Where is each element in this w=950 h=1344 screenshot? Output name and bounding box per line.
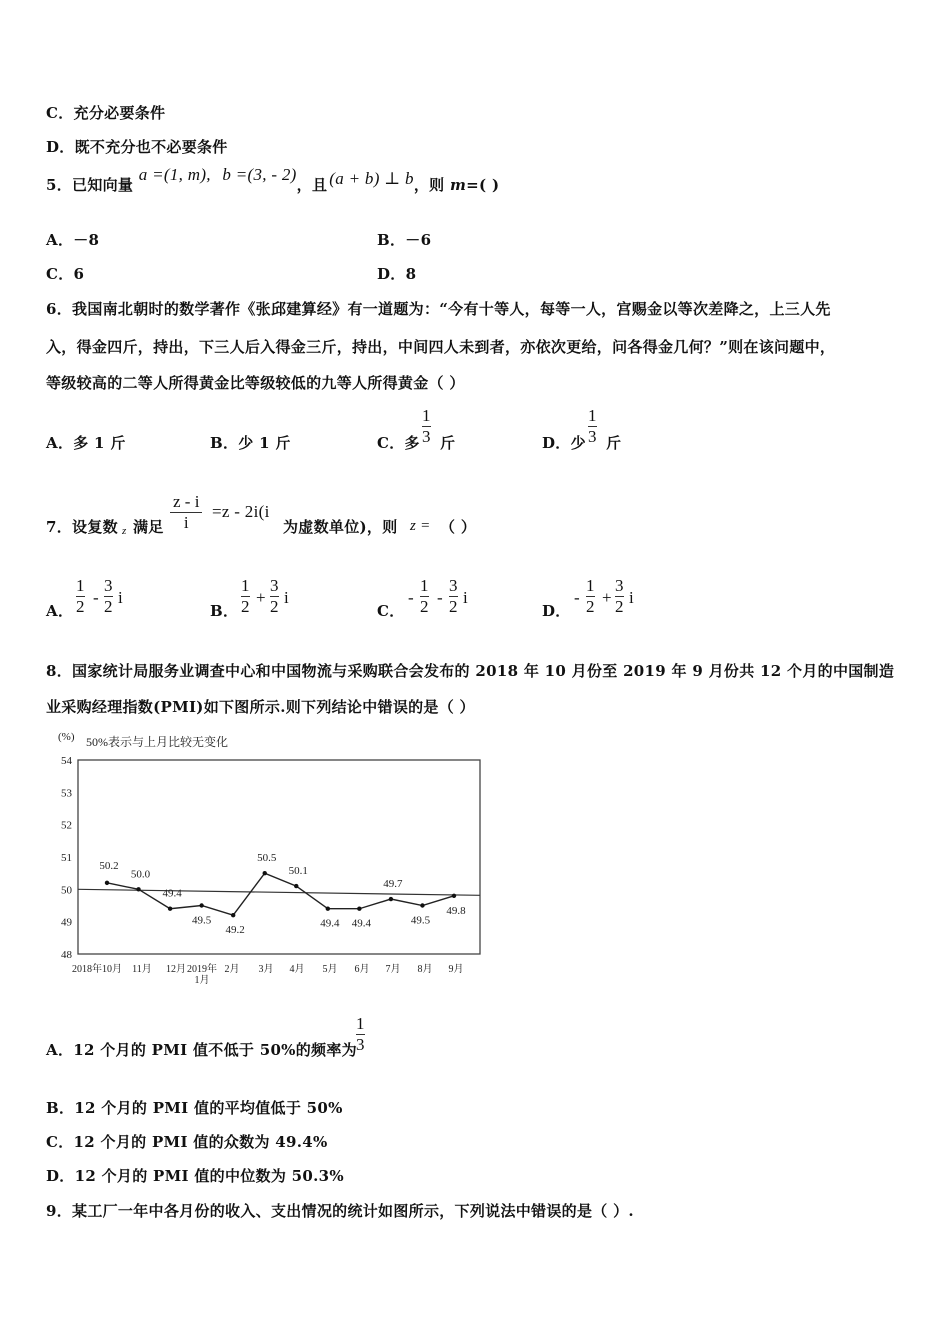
q7-fraction-den: i (170, 512, 202, 533)
y-tick-label: 52 (61, 819, 72, 832)
q7-option-b-label: B． (210, 602, 239, 620)
q8-stem-line1: 8．国家统计局服务业调查中心和中国物流与采购联合会发布的 2018 年 10 月份至 2019 年 9 月份共 12 个月的中国制造 (46, 662, 895, 680)
x-tick-label: 6月 (354, 964, 370, 975)
y-tick-label: 48 (61, 949, 72, 961)
data-point (199, 903, 203, 907)
x-tick-label: 5月 (322, 964, 338, 975)
data-point (326, 907, 330, 911)
q7-a-frac1: $\frac{1}{2}$ (76, 576, 85, 616)
q6-option-c-unit: 斤 (440, 434, 456, 452)
data-point (168, 907, 172, 911)
data-point (294, 884, 298, 888)
q6-option-d-num: 1 (588, 406, 597, 425)
q7-fraction-num: z - i (173, 492, 200, 511)
x-tick-label: 11月 (132, 964, 152, 975)
q6-option-c-den: 3 (422, 427, 431, 446)
q6-stem-line3: 等级较高的二等人所得黄金比等级较低的九等人所得黄金（ ） (46, 374, 465, 392)
y-unit-label: (%) (58, 731, 75, 743)
data-point (105, 881, 109, 885)
q7-z-eq: z = (410, 518, 431, 534)
q7-option-d-label: D． (542, 602, 571, 620)
q5-vector-a: a =(1, m), (138, 165, 211, 184)
q8-option-b: B．12 个月的 PMI 值的平均值低于 50% (46, 1099, 343, 1117)
q8-option-d: D．12 个月的 PMI 值的中位数为 50.3% (46, 1167, 344, 1185)
data-point (452, 894, 456, 898)
q7-b-frac2: $\frac{3}{2}$ (270, 576, 279, 616)
q5-m-var: m (450, 176, 467, 194)
q8-option-c: C．12 个月的 PMI 值的众数为 49.4% (46, 1133, 328, 1151)
x-tick-label: 9月 (448, 964, 464, 975)
q7-fraction (170, 492, 202, 533)
q7-d-sign: - (574, 588, 580, 607)
data-label: 49.2 (225, 924, 245, 937)
q7-c-frac2: $\frac{3}{2}$ (449, 576, 458, 616)
q6-option-d-fraction (588, 406, 597, 447)
q6-stem-line1: 6．我国南北朝时的数学著作《张邱建算经》有一道题为：“今有十等人，每等一人，宫赐金以等次差降之，上三人先 (46, 300, 831, 318)
q7-rhs: =z - 2i(i (212, 502, 270, 521)
x-tick-label: 1月 (194, 975, 210, 986)
q5-condition: (a + b) ⊥ b (329, 169, 414, 188)
data-label: 49.7 (383, 878, 403, 891)
q5-stem-pre: 5．已知向量 (46, 176, 134, 194)
data-label: 49.4 (351, 917, 371, 930)
q8-option-a: A．12 个月的 PMI 值不低于 50%的频率为 (46, 1041, 357, 1059)
q6-stem-line2: 入，得金四斤，持出，下三人后入得金三斤，持出，中间四人未到者，亦依次更给，问各得金几何？”则在该问题中， (46, 338, 836, 356)
q5-tail: =( ) (466, 176, 500, 194)
q7-d-op: + (602, 588, 612, 607)
q5-vector-b: b =(3, - 2) (222, 165, 297, 184)
x-tick-label: 12月 (166, 964, 186, 975)
data-label: 49.5 (192, 914, 212, 927)
q7-d-i: i (629, 588, 635, 607)
q7-c-sign: - (408, 588, 414, 607)
q7-d-frac1: $\frac{1}{2}$ (586, 576, 595, 616)
q7-stem-mid: 满足 (133, 518, 164, 536)
q5-option-a: A．－8 (46, 231, 100, 249)
q7-stem-pre: 7．设复数 (46, 518, 118, 536)
q6-option-c-num: 1 (422, 406, 431, 425)
q7-b-frac1: $\frac{1}{2}$ (241, 576, 250, 616)
chart-note: 50%表示与上月比较无变化 (86, 735, 228, 749)
q4-option-c: C．充分必要条件 (46, 104, 166, 122)
x-tick-label: 4月 (289, 964, 305, 975)
data-label: 49.5 (410, 914, 431, 927)
x-tick-label: 3月 (258, 964, 274, 975)
q7-c-op: - (437, 588, 443, 607)
data-point (263, 871, 267, 875)
q4-option-d: D．既不充分也不必要条件 (46, 138, 228, 156)
q7-a-i: i (118, 588, 124, 607)
q9-stem-line1: 9．某工厂一年中各月份的收入、支出情况的统计如图所示，下列说法中错误的是（ ）. (46, 1202, 634, 1220)
x-tick-label: 8月 (417, 964, 433, 975)
y-tick-label: 50 (61, 884, 72, 897)
q6-option-a: A．多 1 斤 (46, 434, 126, 452)
data-label: 49.8 (446, 904, 466, 917)
data-point (357, 907, 361, 911)
data-label: 50.2 (99, 859, 119, 872)
x-tick-label: 7月 (385, 964, 401, 975)
pmi-line-chart (44, 726, 494, 996)
data-label: 50.1 (288, 865, 308, 878)
y-tick-label: 54 (61, 755, 72, 767)
q7-c-i: i (463, 588, 469, 607)
y-tick-label: 51 (61, 852, 72, 864)
q7-a-op: - (93, 588, 99, 607)
q6-option-d: D．少 (542, 434, 586, 452)
q5-option-c: C．6 (46, 265, 85, 283)
q5-option-d: D．8 (377, 265, 417, 283)
data-point (420, 903, 424, 907)
q6-option-c-fraction (422, 406, 431, 447)
q6-option-b: B．少 1 斤 (210, 434, 291, 452)
data-label: 50.0 (130, 868, 151, 881)
q7-z-var: z (122, 525, 127, 537)
y-tick-label: 49 (61, 916, 72, 929)
q6-option-d-den: 3 (588, 427, 597, 446)
q8-option-a-den: 3 (356, 1035, 365, 1054)
x-tick-label: 2月 (224, 964, 240, 975)
data-label: 49.4 (162, 887, 182, 900)
q6-option-d-unit: 斤 (606, 434, 622, 452)
data-point (231, 913, 235, 917)
q7-c-frac1: $\frac{1}{2}$ (420, 576, 429, 616)
q6-option-c: C．多 (377, 434, 420, 452)
q7-option-a-label: A． (46, 602, 74, 620)
x-tick-label: 2019年 (187, 964, 217, 975)
data-label: 50.5 (257, 852, 277, 865)
data-label: 49.4 (320, 917, 340, 930)
y-tick-label: 53 (61, 787, 72, 800)
q8-option-a-fraction (356, 1014, 365, 1055)
q7-a-frac2: $\frac{3}{2}$ (104, 576, 113, 616)
q5-stem (46, 165, 500, 195)
q7-d-frac2: $\frac{3}{2}$ (615, 576, 624, 616)
q7-stem-end: 为虚数单位)，则 (283, 518, 398, 536)
q5-option-b: B．－6 (377, 231, 432, 249)
q8-stem-line2: 业采购经理指数(PMI)如下图所示.则下列结论中错误的是（ ） (46, 698, 475, 716)
q7-paren: （ ） (440, 518, 477, 536)
data-point (136, 887, 140, 891)
x-tick-label: 2018年10月 (72, 964, 122, 975)
q5-end: ，则 (413, 176, 445, 194)
q5-mid: ，且 (296, 176, 328, 194)
q7-option-c-label: C． (377, 602, 405, 620)
q7-b-op: + (256, 588, 266, 607)
data-point (389, 897, 393, 901)
q7-b-i: i (284, 588, 290, 607)
q8-option-a-num: 1 (356, 1014, 365, 1033)
